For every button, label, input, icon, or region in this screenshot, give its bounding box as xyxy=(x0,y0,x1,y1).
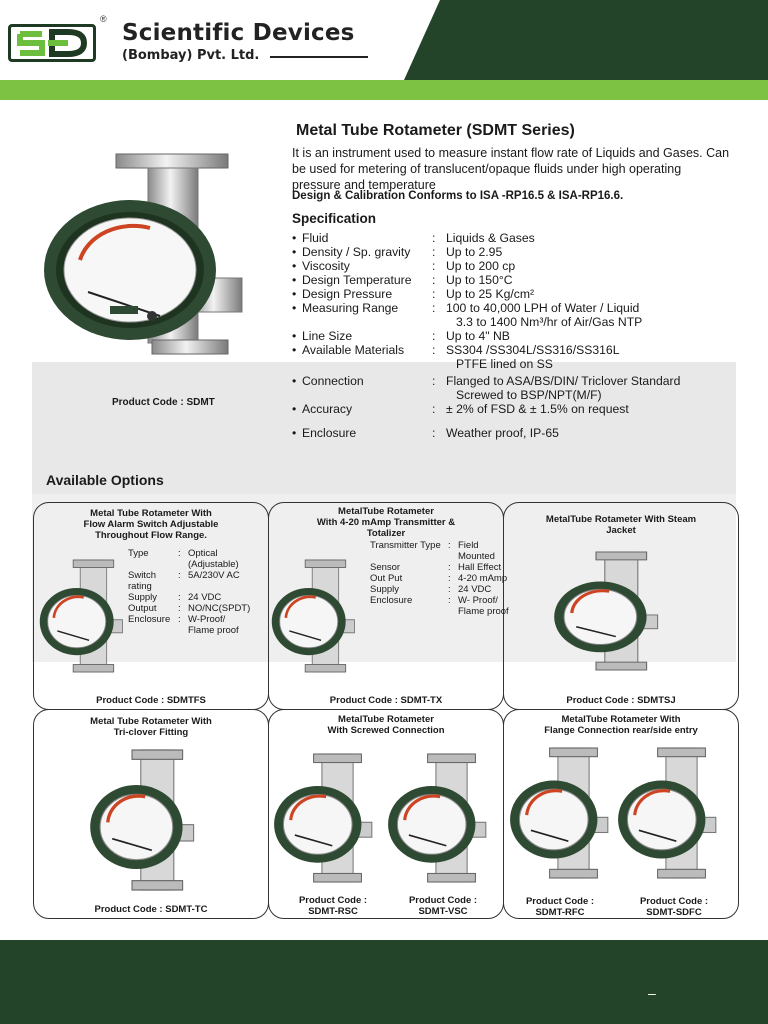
detail-colon: : xyxy=(178,614,181,625)
spec-bullet: • xyxy=(292,374,297,388)
spec-row xyxy=(292,287,768,301)
logo-sd-mark xyxy=(12,26,92,60)
card-product-code: Product Code : SDMT-SDFC xyxy=(639,896,709,918)
spec-value: Up to 150°C xyxy=(446,273,513,287)
spec-colon: : xyxy=(432,259,436,273)
detail-colon: : xyxy=(448,595,451,606)
rotameter-image xyxy=(38,560,126,672)
detail-value: Flame proof xyxy=(458,606,509,617)
options-heading: Available Options xyxy=(46,472,164,488)
detail-row xyxy=(128,614,250,625)
detail-value: 24 VDC xyxy=(188,592,222,603)
detail-label: Enclosure xyxy=(370,595,413,606)
card-product-code: Product Code : SDMT-RSC xyxy=(298,895,368,917)
spec-colon: : xyxy=(432,426,436,440)
detail-colon: : xyxy=(178,592,181,603)
spec-label: Density / Sp. gravity xyxy=(302,245,411,259)
detail-value: 4-20 mAmp xyxy=(458,573,508,584)
detail-label: Switch rating xyxy=(128,570,156,592)
detail-row xyxy=(370,595,509,606)
detail-colon: : xyxy=(448,562,451,573)
spec-row xyxy=(292,301,768,329)
card-title: MetalTube Rotameter With Steam Jacket xyxy=(545,514,697,536)
detail-row xyxy=(370,551,509,562)
spec-label: Design Temperature xyxy=(302,273,412,287)
spec-label: Viscosity xyxy=(302,259,350,273)
card-product-code: Product Code : SDMT-TX xyxy=(329,695,443,706)
product-description: It is an instrument used to measure instant flow rate of Liquids and Gases. Can be used for metering of translucent/opaque fluids under high operating pressure and temperature xyxy=(292,146,730,192)
spec-colon: : xyxy=(432,374,436,388)
detail-colon: : xyxy=(178,603,181,614)
registered-mark: ® xyxy=(100,14,107,24)
detail-value: NO/NC(SPDT) xyxy=(188,603,251,614)
detail-row xyxy=(370,606,509,617)
spec-value: Up to 200 cp xyxy=(446,259,516,273)
spec-label: Enclosure xyxy=(302,426,357,440)
spec-value: Liquids & Gases xyxy=(446,231,535,245)
spec-colon: : xyxy=(432,402,436,416)
card-title: Metal Tube Rotameter With Tri-clover Fitting xyxy=(90,716,212,738)
spec-row xyxy=(292,273,768,287)
detail-value: W-Proof/ xyxy=(188,614,226,625)
spec-bullet: • xyxy=(292,287,297,301)
spec-bullet: • xyxy=(292,343,297,357)
spec-bullet: • xyxy=(292,329,297,343)
detail-row xyxy=(370,584,509,595)
header-stripe xyxy=(0,80,768,100)
spec-label: Fluid xyxy=(302,231,329,245)
detail-colon: : xyxy=(448,540,451,551)
rotameter-image xyxy=(386,754,490,882)
spec-value: Flanged to ASA/BS/DIN/ Triclover Standard Screwed to BSP/NPT(M/F) xyxy=(446,374,681,402)
detail-label: Supply xyxy=(128,592,158,603)
card-product-code: Product Code : SDMTSJ xyxy=(566,695,676,706)
spec-label: Available Materials xyxy=(302,343,405,357)
card-details-flow-alarm xyxy=(128,548,250,636)
spec-colon: : xyxy=(432,245,436,259)
detail-label: Sensor xyxy=(370,562,401,573)
spec-value: SS304 /SS304L/SS316/SS316L PTFE lined on SS xyxy=(446,343,620,371)
spec-row xyxy=(292,245,768,259)
spec-bullet: • xyxy=(292,426,297,440)
spec-row xyxy=(292,402,768,416)
detail-colon: : xyxy=(448,584,451,595)
detail-row xyxy=(128,548,250,559)
rotameter-image xyxy=(272,754,376,882)
rotameter-image xyxy=(88,750,198,890)
detail-colon: : xyxy=(178,570,181,581)
spec-value: Up to 4" NB xyxy=(446,329,510,343)
detail-label: Supply xyxy=(370,584,400,595)
spec-bullet: • xyxy=(292,402,297,416)
spec-value: Weather proof, IP-65 xyxy=(446,426,559,440)
detail-row xyxy=(128,592,250,603)
card-title: Metal Tube Rotameter With Flow Alarm Switch Adjustable Throughout Flow Range. xyxy=(83,508,219,541)
conformance-note: Design & Calibration Conforms to ISA -RP16.5 & ISA-RP16.6. xyxy=(292,190,624,202)
card-title: MetalTube Rotameter With 4-20 mAmp Transmitter & Totalizer xyxy=(316,506,456,539)
detail-colon: : xyxy=(178,548,181,559)
spec-label: Measuring Range xyxy=(302,301,399,315)
detail-value: 5A/230V AC xyxy=(188,570,240,581)
spec-bullet: • xyxy=(292,259,297,273)
spec-colon: : xyxy=(432,287,436,301)
company-name: Scientific Devices xyxy=(122,20,355,46)
detail-value: (Adjustable) xyxy=(188,559,239,570)
detail-row xyxy=(128,559,250,570)
detail-row xyxy=(128,570,250,592)
spec-row xyxy=(292,231,768,245)
card-product-code: Product Code : SDMT-VSC xyxy=(408,895,478,917)
main-product-code: Product Code : SDMT xyxy=(112,397,215,408)
spec-label: Design Pressure xyxy=(302,287,393,301)
detail-label xyxy=(128,625,178,636)
spec-bullet: • xyxy=(292,231,297,245)
detail-label xyxy=(370,606,448,617)
detail-row xyxy=(370,540,509,551)
detail-value: Optical xyxy=(188,548,218,559)
detail-value: W- Proof/ xyxy=(458,595,498,606)
spec-colon: : xyxy=(432,231,436,245)
detail-row xyxy=(128,603,250,614)
detail-label: Type xyxy=(128,548,149,559)
spec-row xyxy=(292,343,768,371)
rotameter-image xyxy=(270,560,358,672)
detail-colon: : xyxy=(448,573,451,584)
detail-row xyxy=(370,562,509,573)
company-underline xyxy=(270,56,368,58)
company-subtitle: (Bombay) Pvt. Ltd. xyxy=(122,48,260,63)
spec-label: Connection xyxy=(302,374,364,388)
card-title: MetalTube Rotameter With Screwed Connection xyxy=(327,714,445,736)
spec-row xyxy=(292,374,768,402)
spec-value: Up to 2.95 xyxy=(446,245,503,259)
detail-label: Output xyxy=(128,603,157,614)
spec-value: 100 to 40,000 LPH of Water / Liquid 3.3 to 1400 Nm³/hr of Air/Gas NTP xyxy=(446,301,643,329)
spec-row xyxy=(292,329,768,343)
spec-row xyxy=(292,426,768,440)
product-title: Metal Tube Rotameter (SDMT Series) xyxy=(296,122,575,139)
detail-value: Hall Effect xyxy=(458,562,502,573)
detail-value: Field xyxy=(458,540,479,551)
detail-label xyxy=(370,551,448,562)
detail-row xyxy=(370,573,509,584)
spec-colon: : xyxy=(432,301,436,315)
card-details-transmitter xyxy=(370,540,509,617)
spec-label: Line Size xyxy=(302,329,353,343)
rotameter-image xyxy=(616,748,720,878)
spec-label: Accuracy xyxy=(302,402,353,416)
spec-value: Up to 25 Kg/cm² xyxy=(446,287,535,301)
card-product-code: Product Code : SDMT-RFC xyxy=(525,896,595,918)
detail-value: Mounted xyxy=(458,551,495,562)
spec-bullet: • xyxy=(292,301,297,315)
spec-bullet: • xyxy=(292,273,297,287)
main-rotameter-image xyxy=(40,150,240,370)
rotameter-image xyxy=(552,552,662,670)
spec-row xyxy=(292,259,768,273)
detail-value: 24 VDC xyxy=(458,584,492,595)
card-product-code: Product Code : SDMT-TC xyxy=(94,904,208,915)
detail-colon xyxy=(178,625,188,636)
footer-mark: – xyxy=(648,985,656,1001)
detail-row xyxy=(128,625,250,636)
detail-value: Flame proof xyxy=(188,625,239,636)
spec-colon: : xyxy=(432,273,436,287)
detail-label: Out Put xyxy=(370,573,403,584)
spec-value: ± 2% of FSD & ± 1.5% on request xyxy=(446,402,629,416)
detail-colon xyxy=(448,606,458,617)
spec-colon: : xyxy=(432,343,436,357)
detail-label: Enclosure xyxy=(128,614,171,625)
footer-band xyxy=(0,940,768,1024)
detail-colon xyxy=(448,551,458,562)
detail-label: Transmitter Type xyxy=(370,540,441,551)
card-title: MetalTube Rotameter With Flange Connection rear/side entry xyxy=(544,714,698,736)
rotameter-image xyxy=(508,748,612,878)
spec-bullet: • xyxy=(292,245,297,259)
spec-heading: Specification xyxy=(292,211,377,226)
detail-label xyxy=(128,559,178,570)
detail-colon xyxy=(178,559,188,570)
card-product-code: Product Code : SDMTFS xyxy=(96,695,206,706)
spec-colon: : xyxy=(432,329,436,343)
